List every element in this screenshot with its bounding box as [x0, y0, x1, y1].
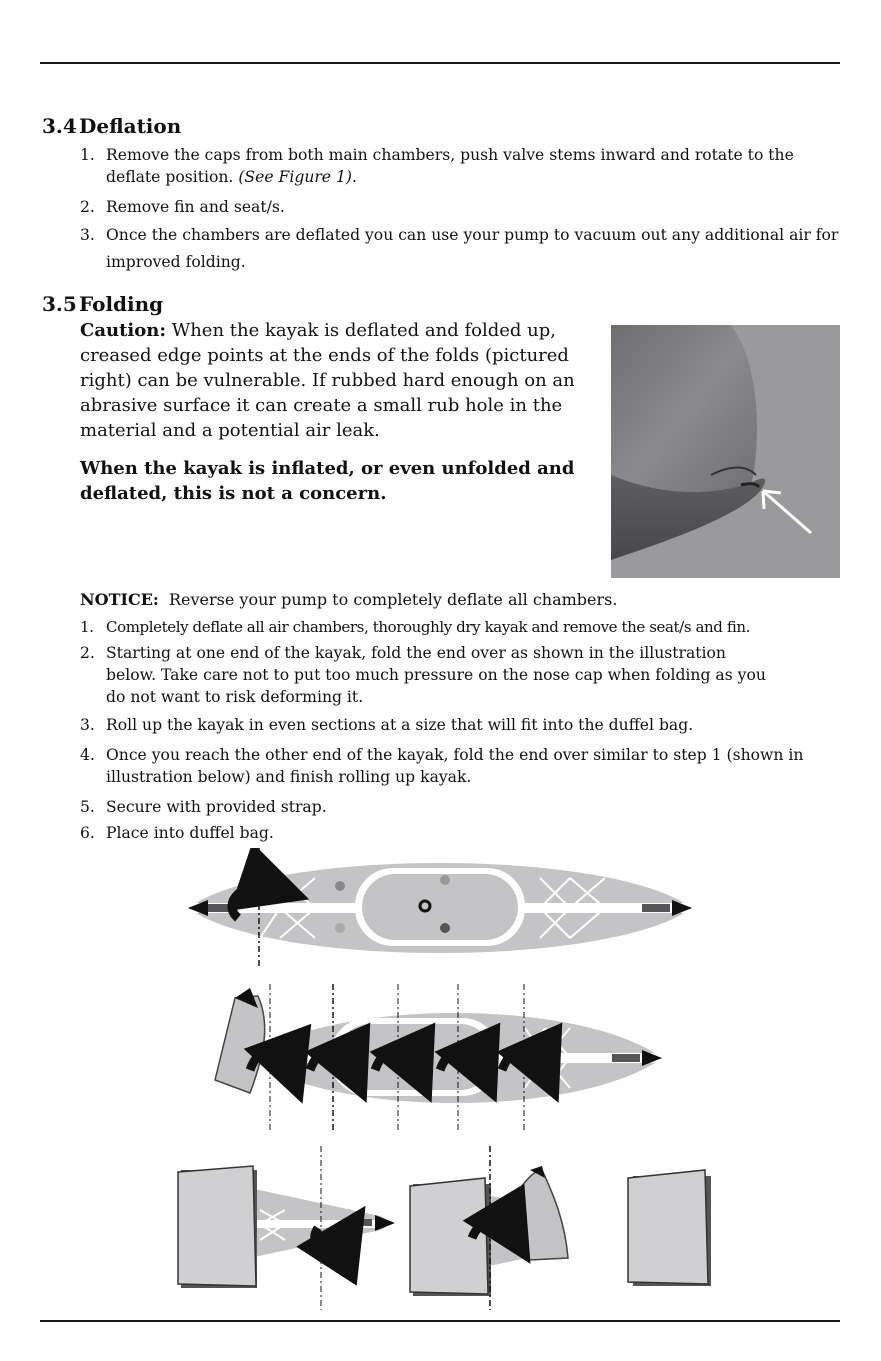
step-text: Once you reach the other end of the kayak, fold the end over similar to step 1 (shown in illustration below) and finish rolling up kayak.	[106, 746, 804, 786]
notice-line	[80, 590, 617, 609]
list-item	[80, 714, 850, 736]
step-number: 5.	[80, 798, 95, 816]
list-item	[80, 822, 850, 844]
list-item	[80, 196, 850, 218]
kayak-rolling	[215, 984, 662, 1133]
step-number: 3.	[80, 716, 95, 734]
crease-photo	[611, 325, 840, 578]
notice-label: NOTICE:	[80, 590, 159, 609]
step-text: Once the chambers are deflated you can use your pump to vacuum out any additional air for improved folding.	[106, 226, 839, 271]
section-heading-folding	[42, 292, 163, 316]
step-number: 4.	[80, 746, 95, 764]
caution-label: Caution:	[80, 320, 166, 341]
step-text: Roll up the kayak in even sections at a size that will fit into the duffel bag.	[106, 716, 694, 734]
section-title: Folding	[79, 292, 164, 316]
list-item	[80, 642, 780, 708]
caution-bold-note: When the kayak is inflated, or even unfolded and deflated, this is not a concern.	[80, 458, 575, 504]
step-number: 2.	[80, 644, 95, 662]
list-item	[80, 222, 850, 276]
step-number: 1.	[80, 618, 94, 636]
list-item	[80, 796, 850, 818]
step-text: Remove the caps from both main chambers, push valve stems inward and rotate to the deflate position.	[106, 146, 794, 186]
section-heading-deflation	[42, 114, 181, 138]
section-number: 3.5	[42, 292, 77, 316]
step-text: Starting at one end of the kayak, fold the end over as shown in the illustration below. Take care not to put too much pressure on the nose cap when folding as you do not want to risk deforming it.	[106, 644, 766, 706]
list-item	[80, 144, 850, 188]
kayak-rolled-complete	[628, 1170, 711, 1286]
figure-reference: (See Figure 1).	[238, 168, 357, 186]
kayak-rolled-final-fold	[410, 1146, 568, 1310]
step-number: 1.	[80, 146, 95, 164]
step-number: 6.	[80, 824, 95, 842]
notice-text: Reverse your pump to completely deflate all chambers.	[168, 590, 618, 609]
step-text: Place into duffel bag.	[106, 824, 274, 842]
section-title: Deflation	[79, 114, 182, 138]
step-text: Secure with provided strap.	[106, 798, 327, 816]
caution-text	[80, 318, 600, 443]
step-number: 3.	[80, 226, 95, 244]
header-rule	[40, 62, 840, 64]
caution-body: When the kayak is deflated and folded up, creased edge points at the ends of the folds (pictured right) can be vulnerable. If rubbed hard enough on an abrasive surface it can create a small rub hole in the material and a potential air leak.	[80, 320, 575, 441]
footer-rule	[40, 1320, 840, 1322]
step-number: 2.	[80, 198, 95, 216]
list-item	[80, 744, 810, 788]
list-item	[80, 616, 850, 638]
section-number: 3.4	[42, 114, 77, 138]
step-text: Remove fin and seat/s.	[106, 198, 285, 216]
step-text: Completely deflate all air chambers, thoroughly dry kayak and remove the seat/s and fin.	[106, 618, 751, 636]
kayak-unfolded	[188, 848, 692, 968]
kayak-rolled-partial	[178, 1146, 395, 1310]
folding-illustration	[150, 848, 740, 1310]
